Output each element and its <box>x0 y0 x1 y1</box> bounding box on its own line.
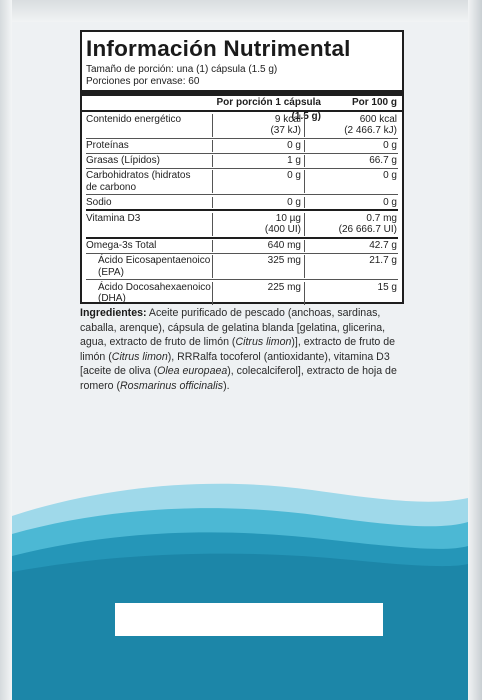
table-row <box>86 239 398 254</box>
value-line: 600 kcal <box>359 113 397 125</box>
row-name: Sodio <box>86 196 112 208</box>
row-per-100g: 21.7 g <box>304 255 398 278</box>
panel-title: Información Nutrimental <box>86 36 351 61</box>
header-per-serving: Por porción 1 cápsula (1.5 g) <box>216 97 321 122</box>
serving-size: Tamaño de porción: una (1) cápsula (1.5 g) <box>86 64 278 75</box>
ingredients-part: ), colecalciferol], extracto de hoja de romero ( <box>80 365 397 392</box>
ingredients-part: Aceite purificado de pescado (anchoas, sardinas, caballa, arenque), cápsula de gelatina blanda [gelatina, glicerina, agua, extracto de fruto de limón ( <box>80 307 386 348</box>
value-line: 10 µg <box>275 212 301 224</box>
table-row <box>86 112 398 139</box>
box-right-edge <box>468 0 482 700</box>
row-name: Ácido Docosahexaenoico (DHA) <box>98 281 211 304</box>
box-top-edge <box>0 0 482 22</box>
ingredients-italic: Citrus limon <box>111 350 168 363</box>
row-name: Grasas (Lípidos) <box>86 155 160 166</box>
value-line: (26 666.7 UI) <box>338 224 397 235</box>
name-line: Carbohidratos (hidratos <box>86 170 191 181</box>
table-row <box>86 280 398 306</box>
value-line: 9 kcal <box>274 113 301 125</box>
ingredients-part: ), RRRalfa tocoferol (antioxidante), vitamina D3 [aceite de oliva ( <box>80 350 390 377</box>
row-name: Omega-3s Total <box>86 240 157 251</box>
row-name: Proteínas <box>86 140 129 151</box>
row-per-serving <box>212 114 304 137</box>
row-per-serving: 225 mg <box>212 282 304 305</box>
nutrition-facts-panel <box>80 30 404 304</box>
value-line: (400 UI) <box>264 224 301 235</box>
row-name: Ácido Eicosapentaenoico (EPA) <box>98 255 211 278</box>
name-line: de carbono <box>86 181 137 193</box>
table-row <box>86 195 398 211</box>
servings-per-container: Porciones por envase: 60 <box>86 75 200 87</box>
ingredients-italic: Rosmarinus officinalis <box>120 379 224 392</box>
ingredients-text <box>80 306 404 393</box>
ingredients-part: )], extracto de fruto de limón ( <box>80 336 396 363</box>
row-per-serving: 0 g <box>212 170 304 193</box>
box-left-edge <box>0 0 12 700</box>
ingredients-label: Ingredientes: <box>80 307 147 319</box>
row-per-100g: 15 g <box>304 282 398 305</box>
header-per-100g: Por 100 g <box>351 97 397 108</box>
ingredients-part: ). <box>223 379 230 392</box>
row-per-100g: 0 g <box>304 140 398 152</box>
row-per-100g <box>304 114 398 137</box>
row-name <box>86 170 212 193</box>
ingredients-italic: Olea europaea <box>157 365 228 377</box>
row-per-100g: 42.7 g <box>304 240 398 252</box>
row-per-serving: 325 mg <box>212 255 304 278</box>
table-row <box>86 139 398 154</box>
row-per-serving <box>212 213 304 236</box>
value-line: (2 466.7 kJ) <box>344 125 397 136</box>
wave-decoration <box>12 476 468 700</box>
blank-label-strip <box>115 603 383 636</box>
row-per-serving: 0 g <box>212 197 304 209</box>
row-per-serving: 1 g <box>212 155 304 167</box>
row-per-100g: 0 g <box>304 170 398 193</box>
table-row <box>86 211 398 239</box>
row-name: Contenido energético <box>86 113 182 125</box>
header-blank <box>86 96 212 110</box>
row-per-100g: 66.7 g <box>304 155 398 167</box>
row-per-serving: 640 mg <box>212 240 304 252</box>
row-per-100g: 0 g <box>304 197 398 209</box>
ingredients-italic: Citrus limon <box>235 336 292 348</box>
table-row <box>86 154 398 169</box>
value-line: 0.7 mg <box>366 212 397 224</box>
value-line: (37 kJ) <box>270 125 301 136</box>
table-row <box>86 169 398 196</box>
row-per-serving: 0 g <box>212 140 304 152</box>
row-per-100g <box>304 213 398 236</box>
row-name: Vitamina D3 <box>86 212 141 224</box>
table-row <box>86 254 398 281</box>
